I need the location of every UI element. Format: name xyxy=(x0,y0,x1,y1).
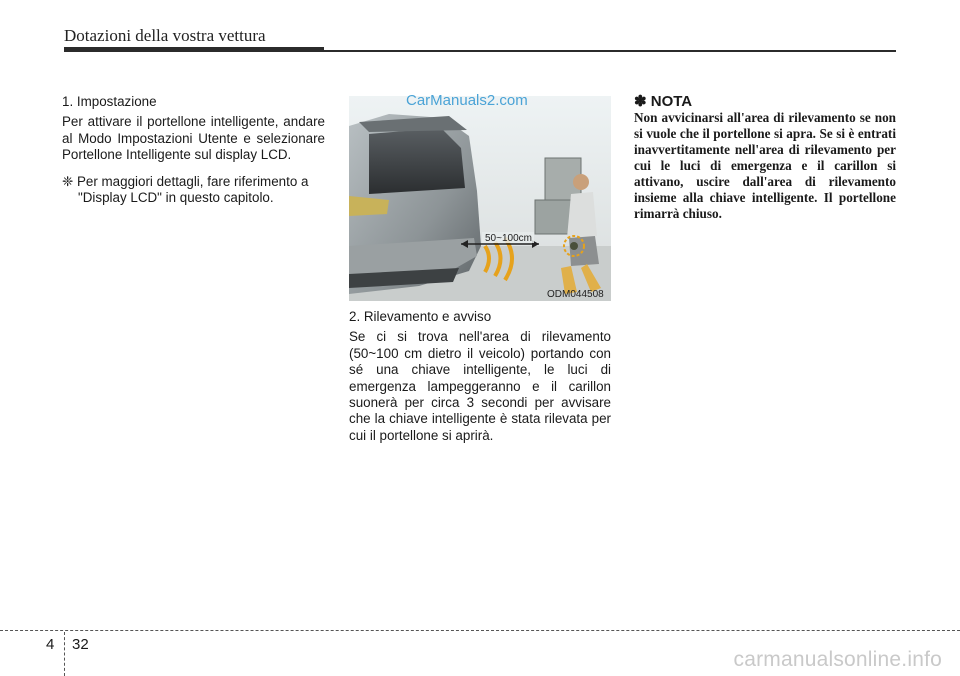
section-heading-setup: 1. Impostazione xyxy=(62,94,157,109)
middle-column xyxy=(349,309,611,444)
site-watermark: carmanualsonline.info xyxy=(733,648,942,671)
note-star-icon: ✽ xyxy=(634,93,647,110)
section-heading-detection: 2. Rilevamento e avviso xyxy=(349,309,492,324)
reference-symbol-icon: ❈ xyxy=(62,173,74,189)
footer-vertical-rule xyxy=(64,632,65,676)
header-rule-thin xyxy=(324,50,896,52)
detection-paragraph: Se ci si trova nell'area di rilevamento (50~100 cm dietro il veicolo) portando con sé una chiave intelligente, le luci di emergenza lampeggeranno e il carillon suonerà per circa 3 secondi per avvisare che la chiave intelligente è stata rilevata per cui il portellone si aprirà. xyxy=(349,329,611,443)
page-header-title: Dotazioni della vostra vettura xyxy=(64,26,266,45)
note-column xyxy=(634,94,896,222)
note-heading xyxy=(634,94,896,110)
left-column xyxy=(62,94,325,206)
header-rule-thick xyxy=(64,47,324,52)
watermark-text: CarManuals2.com xyxy=(406,92,528,109)
setup-paragraph: Per attivare il portellone intelligente, andare al Modo Impostazioni Utente e selezionare Portellone Intelligente sul display LCD. xyxy=(62,114,325,163)
chapter-number: 4 xyxy=(46,636,55,653)
note-body: Non avvicinarsi all'area di rilevamento se non si vuole che il portellone si apra. Se si è entrati inavvertitamente nell'area di rilevamento per cui le luci di emergenza e il carillon si attivano, uscire dall'area di rilevamento insieme alla chiave intelligente. Il portellone rimarrà chiuso. xyxy=(634,110,896,222)
figure-code: ODM044508 xyxy=(547,289,604,300)
note-title: NOTA xyxy=(650,93,693,110)
reference-note xyxy=(62,174,325,207)
tailgate-illustration-svg xyxy=(349,96,611,301)
reference-text: Per maggiori dettagli, fare riferimento a "Display LCD" in questo capitolo. xyxy=(76,173,309,206)
footer-dashed-rule xyxy=(0,630,960,631)
page-number: 32 xyxy=(72,636,89,653)
distance-label: 50~100cm xyxy=(485,233,532,244)
tailgate-illustration xyxy=(349,96,611,301)
